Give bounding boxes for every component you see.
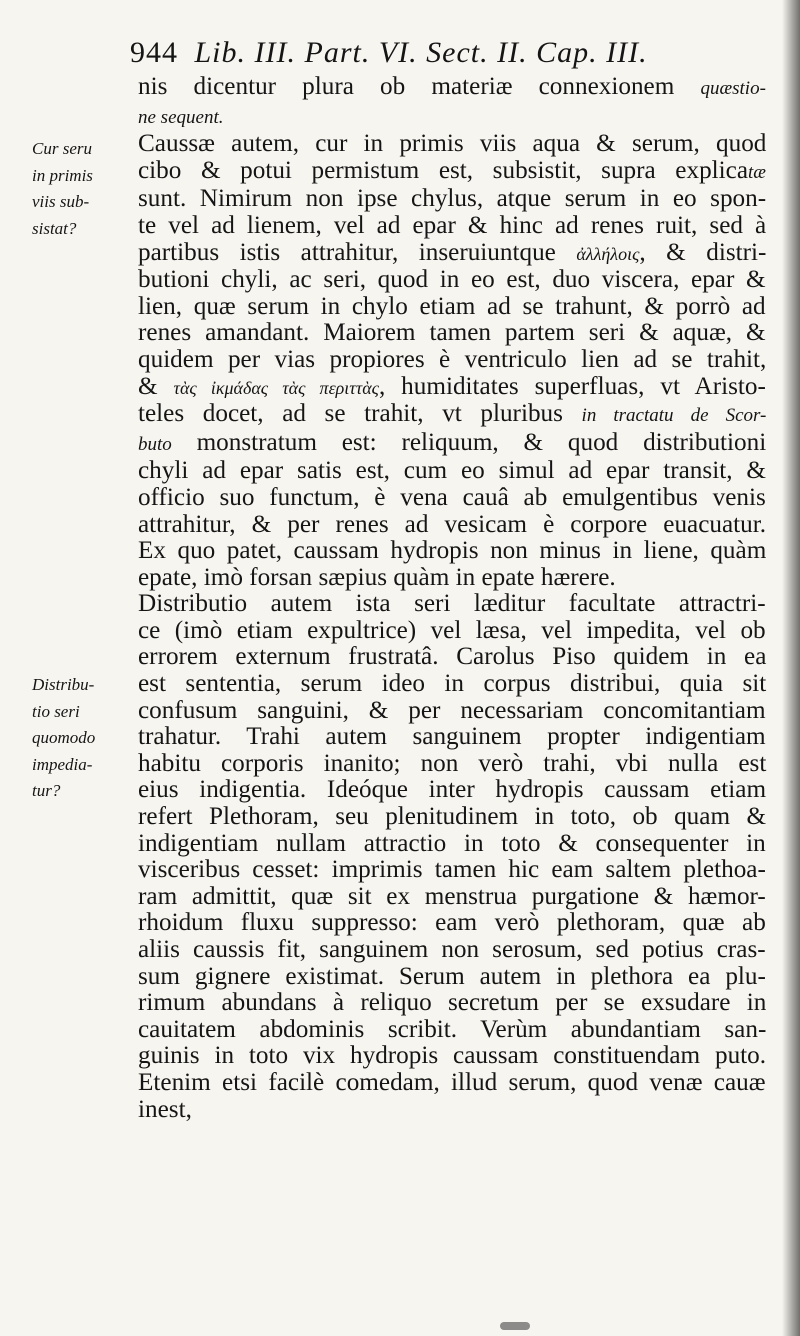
text-span: inest, bbox=[138, 1095, 192, 1123]
text-span: , & distri- bbox=[639, 238, 767, 266]
margin-note-1 bbox=[32, 136, 132, 242]
text-line bbox=[138, 565, 768, 592]
text-line bbox=[138, 884, 768, 911]
text-span: monstratum est: reliquum, & quod distributioni bbox=[171, 428, 767, 456]
text-span: officio suo functum, è vena cauâ ab emulgentibus venis bbox=[138, 483, 766, 511]
text-span: rhoidum fluxu suppresso: eam verò plethoram, quæ ab bbox=[138, 909, 766, 937]
text-line bbox=[138, 804, 768, 831]
text-line bbox=[138, 294, 768, 321]
text-line bbox=[138, 430, 768, 459]
italic-text: buto bbox=[138, 433, 172, 455]
text-span: butioni chyli, ac seri, quod in eo est, duo viscera, epar & bbox=[138, 266, 766, 294]
text-span: quidem per vias propiores è ventriculo lien ad se trahit, bbox=[138, 345, 767, 373]
text-span: Ex quo patet, caussam hydropis non minus in liene, quàm bbox=[138, 537, 767, 565]
margin-note-line: viis sub- bbox=[32, 192, 90, 212]
text-line bbox=[138, 131, 768, 158]
text-span: partibus istis attrahitur, inseruiuntque bbox=[138, 238, 577, 266]
text-line bbox=[138, 512, 768, 539]
text-span: trahatur. Trahi autem sanguinem propter indigentiam bbox=[138, 723, 766, 751]
text-span: eius indigentia. Ideóque inter hydropis caussam etiam bbox=[138, 776, 767, 804]
text-line bbox=[138, 213, 768, 240]
text-line bbox=[138, 831, 768, 858]
text-line bbox=[138, 724, 768, 751]
text-span: epate, imò forsan sæpius quàm in epate hærere. bbox=[138, 563, 616, 591]
text-span: cauitatem abdominis scribit. Verùm abundantiam san- bbox=[138, 1015, 767, 1043]
text-span: refert Plethoram, seu plenitudinem in toto, ob quam & bbox=[138, 803, 767, 831]
text-line bbox=[138, 320, 768, 347]
text-span: indigentiam nullam attractio in toto & consequenter in bbox=[138, 829, 766, 857]
text-line bbox=[138, 777, 768, 804]
page-number: 944 bbox=[130, 36, 178, 69]
text-span: , humiditates superfluas, vt Aristo- bbox=[378, 372, 766, 400]
text-span: ce (imò etiam expultrice) vel læsa, vel impedita, vel ob bbox=[138, 616, 766, 644]
text-span: guinis in toto vix hydropis caussam constituendam puto. bbox=[138, 1042, 767, 1070]
text-line bbox=[138, 910, 768, 937]
text-span: Caussæ autem, cur in primis viis aqua & serum, quod bbox=[138, 130, 767, 158]
margin-note-line: tur? bbox=[32, 781, 61, 801]
text-line bbox=[138, 1043, 768, 1070]
text-line bbox=[138, 591, 768, 618]
text-line bbox=[138, 103, 768, 132]
text-span: te vel ad lienem, vel ad epar & hinc ad renes ruit, sed à bbox=[138, 211, 767, 239]
running-title: Lib. III. Part. VI. Sect. II. Cap. III. bbox=[194, 36, 648, 69]
margin-note-line: in primis bbox=[32, 165, 93, 185]
text-span: cibo & potui permistum est, subsistit, supra explica bbox=[138, 156, 749, 184]
body-text bbox=[138, 74, 768, 1123]
text-span: lien, quæ serum in chylo etiam ad se trahunt, & porrò ad bbox=[138, 292, 766, 320]
text-line bbox=[138, 267, 768, 294]
text-span: attrahitur, & per renes ad vesicam è corpore euacuatur. bbox=[138, 510, 767, 538]
text-line bbox=[138, 186, 768, 213]
text-line bbox=[138, 74, 768, 103]
text-span: errorem externum frustratâ. Carolus Piso quidem in ea bbox=[138, 643, 767, 671]
text-line bbox=[138, 857, 768, 884]
text-line bbox=[138, 964, 768, 991]
text-line bbox=[138, 401, 768, 430]
italic-text: ne sequent. bbox=[138, 106, 224, 128]
margin-note-line: sistat? bbox=[32, 218, 77, 238]
text-line bbox=[138, 1070, 768, 1097]
margin-note-line: quomodo bbox=[32, 728, 96, 748]
text-span: sunt. Nimirum non ipse chylus, atque serum in eo spon- bbox=[138, 185, 767, 213]
text-span: renes amandant. Maiorem tamen partem seri & aquæ, & bbox=[138, 319, 766, 347]
italic-text: in tractatu de Scor- bbox=[581, 405, 767, 427]
scan-smudge bbox=[500, 1322, 530, 1330]
text-line bbox=[138, 671, 768, 698]
text-line bbox=[138, 240, 768, 268]
italic-text: tæ bbox=[748, 161, 766, 183]
text-line bbox=[138, 158, 768, 187]
text-span: est sententia, serum ideo in corpus distribui, quia sit bbox=[138, 670, 767, 698]
margin-note-line: Cur seru bbox=[32, 139, 92, 158]
text-line bbox=[138, 644, 768, 671]
text-span: sum gignere existimat. Serum autem in plethora ea plu- bbox=[138, 962, 766, 990]
greek-text: τὰς ἰκμάδας τὰς περιττὰς bbox=[173, 377, 379, 398]
page-header bbox=[130, 36, 770, 70]
text-span: nis dicentur plura ob materiæ connexionem bbox=[138, 73, 701, 100]
text-line bbox=[138, 1017, 768, 1044]
italic-text: quæstio- bbox=[700, 78, 766, 99]
text-line bbox=[138, 374, 768, 402]
text-span: teles docet, ad se trahit, vt pluribus bbox=[138, 400, 582, 428]
text-line bbox=[138, 698, 768, 725]
text-span: Distributio autem ista seri læditur facultate attractri- bbox=[138, 590, 766, 618]
margin-note-line: tio seri bbox=[32, 701, 80, 721]
text-span: visceribus cesset: imprimis tamen hic eam saltem plethoa- bbox=[138, 856, 766, 884]
text-span: Etenim etsi facilè comedam, illud serum, quod venæ cauæ bbox=[138, 1068, 766, 1096]
text-line bbox=[138, 618, 768, 645]
text-span: rimum abundans à reliquo secretum per se exsudare in bbox=[138, 989, 767, 1017]
text-line bbox=[138, 937, 768, 964]
text-line bbox=[138, 990, 768, 1017]
text-line bbox=[138, 1097, 768, 1124]
margin-note-2 bbox=[32, 672, 132, 805]
text-span: & bbox=[138, 372, 174, 400]
text-span: confusum sanguini, & per necessariam concomitantiam bbox=[138, 696, 766, 724]
text-span: aliis caussis fit, sanguinem non serosum, sed potius cras- bbox=[138, 936, 766, 963]
text-span: chyli ad epar satis est, cum eo simul ad epar transit, & bbox=[138, 457, 766, 485]
text-line bbox=[138, 347, 768, 374]
text-line bbox=[138, 751, 768, 778]
text-span: ram admittit, quæ sit ex menstrua purgatione & hæmor- bbox=[138, 882, 766, 910]
margin-note-line: Distribu- bbox=[32, 675, 95, 694]
greek-text: ἀλλήλοις bbox=[576, 243, 640, 264]
text-line bbox=[138, 485, 768, 512]
margin-note-line: impedia- bbox=[32, 754, 93, 774]
text-line bbox=[138, 458, 768, 485]
text-span: habitu corporis inanito; non verò trahi, vbi nulla est bbox=[138, 749, 767, 777]
text-line bbox=[138, 538, 768, 565]
